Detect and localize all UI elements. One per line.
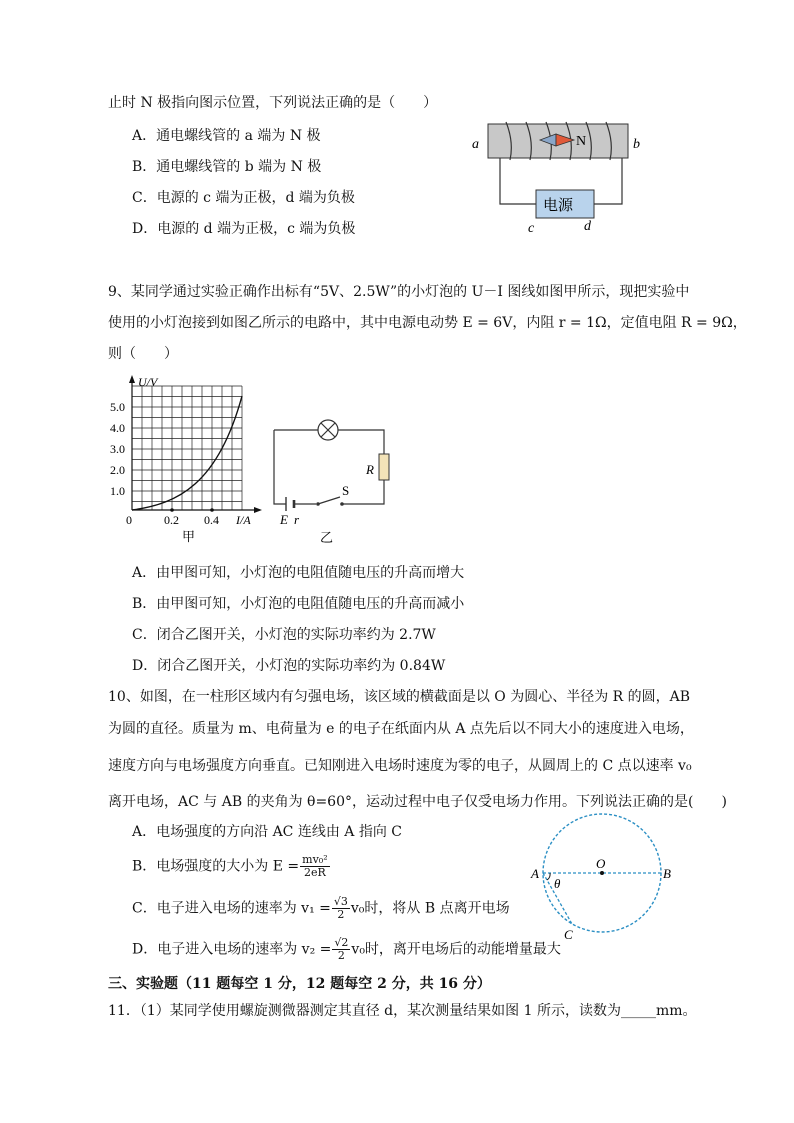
graph-caption: 甲 <box>182 530 196 545</box>
battery-icon <box>286 497 294 511</box>
y-axis-label: U/V <box>138 375 158 389</box>
y-tick-3: 3.0 <box>110 442 125 456</box>
circuit-caption: 乙 <box>320 531 334 546</box>
label-a: A <box>531 866 539 881</box>
label-o: O <box>596 856 606 871</box>
center-o-dot <box>600 871 604 875</box>
q10-option-d: D．电子进入电场的速率为 v₂ = $\frac{√2}{2}$ v₀时，离开电场后的动能增量最大 <box>132 936 561 962</box>
angle-arc <box>547 873 550 880</box>
graph-grid <box>132 386 242 510</box>
q11-line: 11．（1）某同学使用螺旋测微器测定其直径 d，某次测量结果如图 1 所示，读数为_____mm。 <box>108 1003 697 1019</box>
q8-option-c: C．电源的 c 端为正极，d 端为负极 <box>132 190 355 206</box>
q9-line-1: 9、某同学通过实验正确作出标有“5V、2.5W”的小灯泡的 U－I 图线如图甲所示，现把实验中 <box>108 284 690 300</box>
q10-line-3: 速度方向与电场强度方向垂直。已知刚进入电场时速度为零的电子，从圆周上的 C 点以速率 v₀ <box>108 758 692 774</box>
ui-curve <box>132 396 242 510</box>
emf-label: E <box>280 512 288 527</box>
q8-option-d: D．电源的 d 端为正极，c 端为负极 <box>132 221 356 237</box>
needle-n-label: N <box>576 134 587 149</box>
circle-field-figure <box>528 808 680 944</box>
power-source-label: 电源 <box>543 196 574 214</box>
x-axis-arrow-icon <box>254 507 262 513</box>
q10-option-a: A．电场强度的方向沿 AC 连线由 A 指向 C <box>132 824 403 840</box>
q8-option-b: B．通电螺线管的 b 端为 N 极 <box>132 159 322 175</box>
label-c: C <box>564 927 573 942</box>
q9-option-b: B．由甲图可知，小灯泡的电阻值随电压的升高而减小 <box>132 596 465 612</box>
q8-option-a: A．通电螺线管的 a 端为 N 极 <box>132 128 321 144</box>
fraction-b: $\frac{\text{mv₀²}}{2eR}$ <box>302 853 328 879</box>
fraction-c: $\frac{√3}{2}$ <box>333 895 348 921</box>
q9-line-2: 使用的小灯泡接到如图乙所示的电路中，其中电源电动势 E = 6V，内阻 r = 1Ω，定值电阻 R = 9Ω， <box>108 315 747 331</box>
q9-option-c: C．闭合乙图开关，小灯泡的实际功率约为 2.7W <box>132 627 436 643</box>
x-tick-0: 0 <box>126 513 132 527</box>
q10-option-c: C．电子进入电场的速率为 v₁ = $\frac{√3}{2}$ v₀时，将从 B 点离开电场 <box>132 895 510 921</box>
label-theta: θ <box>554 876 561 891</box>
y-tick-5: 5.0 <box>110 400 125 414</box>
internal-r-label: r <box>294 512 300 527</box>
y-tick-1: 1.0 <box>110 484 125 498</box>
x-axis-label: I/A <box>236 513 251 527</box>
label-b: B <box>663 866 671 881</box>
ui-graph <box>108 374 268 546</box>
q9-line-3: 则（ ） <box>108 346 178 362</box>
end-b-label: b <box>633 137 640 152</box>
q8-stem: 止时 N 极指向图示位置，下列说法正确的是（ ） <box>108 95 438 111</box>
q10-option-b: B．电场强度的大小为 E = $\frac{\text{mv₀²}}{2eR}$ <box>132 853 328 879</box>
x-tick-02: 0.2 <box>164 513 179 527</box>
y-tick-4: 4.0 <box>110 421 125 435</box>
x-tick-dot-02 <box>170 508 174 512</box>
terminal-c-label: c <box>528 221 535 236</box>
q9-option-a: A．由甲图可知，小灯泡的电阻值随电压的升高而增大 <box>132 565 465 581</box>
q10-line-4: 离开电场，AC 与 AB 的夹角为 θ=60°，运动过程中电子仅受电场力作用。下列说法正确的是( ) <box>108 794 727 810</box>
solenoid-figure <box>470 118 650 238</box>
end-a-label: a <box>472 137 479 152</box>
x-tick-04: 0.4 <box>204 513 219 527</box>
q9-option-d: D．闭合乙图开关，小灯泡的实际功率约为 0.84W <box>132 658 446 674</box>
section-3-title: 三、实验题（11 题每空 1 分，12 题每空 2 分，共 16 分） <box>108 976 491 992</box>
y-tick-2: 2.0 <box>110 463 125 477</box>
resistor-label: R <box>366 462 374 477</box>
resistor-r <box>379 454 389 480</box>
x-tick-dot-04 <box>210 508 214 512</box>
circuit-figure <box>268 418 398 546</box>
q10-line-1: 10、如图，在一柱形区域内有匀强电场，该区域的横截面是以 O 为圆心、半径为 R 的圆，AB <box>108 689 691 705</box>
lamp-icon <box>318 420 338 440</box>
y-axis-arrow-icon <box>129 375 135 383</box>
fraction-d: $\frac{√2}{2}$ <box>334 936 349 962</box>
q10-line-2: 为圆的直径。质量为 m、电荷量为 e 的电子在纸面内从 A 点先后以不同大小的速度进入电场， <box>108 721 694 737</box>
switch-label: S <box>342 483 350 498</box>
switch-icon <box>316 497 344 506</box>
terminal-d-label: d <box>584 219 591 234</box>
